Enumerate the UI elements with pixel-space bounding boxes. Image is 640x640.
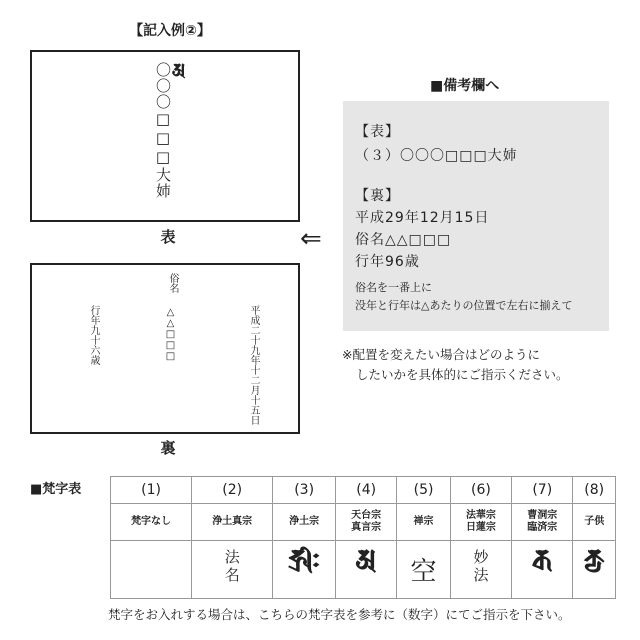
- table-cell-number: (5): [397, 477, 450, 504]
- notes-box: [343, 101, 609, 331]
- table-cell-sect: [450, 504, 511, 541]
- table-cell-sect: [273, 504, 336, 541]
- front-caption: 表: [160, 228, 176, 246]
- ku-glyph: 空: [410, 557, 437, 587]
- kiriku-glyph-icon: 𑖮𑖿𑖨𑖱𑖾: [288, 543, 320, 576]
- sect-label: 梵字なし: [131, 516, 172, 527]
- glyph-cell-a: [336, 541, 397, 599]
- table-row-glyphs: [111, 541, 616, 599]
- notes-back-age: 行年96歳: [355, 254, 420, 270]
- table-cell-sect: [192, 504, 273, 541]
- back-name-label: 俗名: [167, 273, 178, 293]
- front-board: [30, 50, 300, 222]
- front-bonji-glyph: 𑖀: [172, 60, 187, 81]
- notes-instruction-1: 俗名を一番上に: [355, 281, 432, 294]
- glyph-cell-myoho: [450, 541, 511, 599]
- notes-front-text: （３）〇〇〇□□□大姉: [355, 148, 518, 164]
- table-cell-number: (3): [273, 477, 336, 504]
- table-row-numbers: [111, 477, 616, 504]
- sect-label: 日蓮宗: [465, 522, 496, 533]
- myoho-text: 妙法: [471, 548, 490, 585]
- sect-label: 真言宗: [351, 522, 382, 533]
- notes-front-label: 【表】: [355, 124, 400, 140]
- table-cell-number: (8): [573, 477, 616, 504]
- notes-instruction-2: 没年と行年は△あたりの位置で左右に揃えて: [355, 299, 573, 312]
- table-cell-sect: [397, 504, 450, 541]
- glyph-cell-kya: [573, 541, 616, 599]
- sect-label: 臨済宗: [527, 522, 558, 533]
- glyph-cell-ka: [512, 541, 573, 599]
- back-name-value: △△□□□: [165, 307, 176, 362]
- example-title: 【記入例②】: [129, 23, 211, 39]
- glyph-cell-none: [111, 541, 192, 599]
- ka-glyph-icon: 𑖎: [531, 543, 553, 576]
- front-inscription-text: 〇〇〇□□□大姉: [154, 62, 172, 199]
- remark-line-2: したいかを具体的にご指示ください。: [356, 367, 569, 382]
- table-cell-number: (7): [512, 477, 573, 504]
- a-glyph-icon: 𑖀: [355, 543, 377, 576]
- table-cell-number: (6): [450, 477, 511, 504]
- table-cell-number: (1): [111, 477, 192, 504]
- remark-line-1: ※配置を変えたい場合はどのように: [342, 347, 540, 362]
- glyph-cell-homyo: [192, 541, 273, 599]
- back-board: [30, 263, 300, 434]
- sect-label: 浄土宗: [289, 516, 320, 527]
- table-cell-sect: [512, 504, 573, 541]
- table-cell-number: (4): [336, 477, 397, 504]
- table-cell-number: (2): [192, 477, 273, 504]
- notes-back-name: 俗名△△□□□: [355, 232, 452, 248]
- bonji-table-heading: ■梵字表: [30, 482, 82, 497]
- bonji-table: [110, 476, 616, 599]
- homyo-text: 法名: [222, 548, 241, 585]
- sect-label: 曹洞宗: [527, 510, 558, 521]
- sect-label: 天台宗: [351, 510, 382, 521]
- kya-glyph-icon: 𑖎𑖿𑖧: [583, 543, 605, 576]
- notes-back-date: 平成29年12月15日: [355, 210, 490, 226]
- table-cell-sect: [111, 504, 192, 541]
- sect-label: 浄土真宗: [212, 516, 253, 527]
- layout-remark: [342, 345, 569, 385]
- footer-instruction: 梵字をお入れする場合は、こちらの梵字表を参考に（数字）にてご指示を下さい。: [108, 607, 571, 622]
- table-row-sects: [111, 504, 616, 541]
- back-date-line: 平成二十九年十二月十五日: [248, 305, 259, 425]
- back-age-line: 行年九十六歳: [88, 305, 99, 365]
- glyph-cell-kiriku: [273, 541, 336, 599]
- notes-heading: ■備考欄へ: [430, 78, 500, 94]
- table-cell-sect: [336, 504, 397, 541]
- sect-label: 法華宗: [465, 510, 496, 521]
- sect-label: 禅宗: [413, 516, 434, 527]
- arrow-left-icon: ⇐: [300, 224, 322, 254]
- back-caption: 裏: [160, 439, 176, 457]
- glyph-cell-ku: [397, 541, 450, 599]
- front-inscription: [154, 62, 187, 199]
- table-cell-sect: [573, 504, 616, 541]
- sect-label: 子供: [584, 516, 605, 527]
- notes-back-label: 【裏】: [355, 188, 400, 204]
